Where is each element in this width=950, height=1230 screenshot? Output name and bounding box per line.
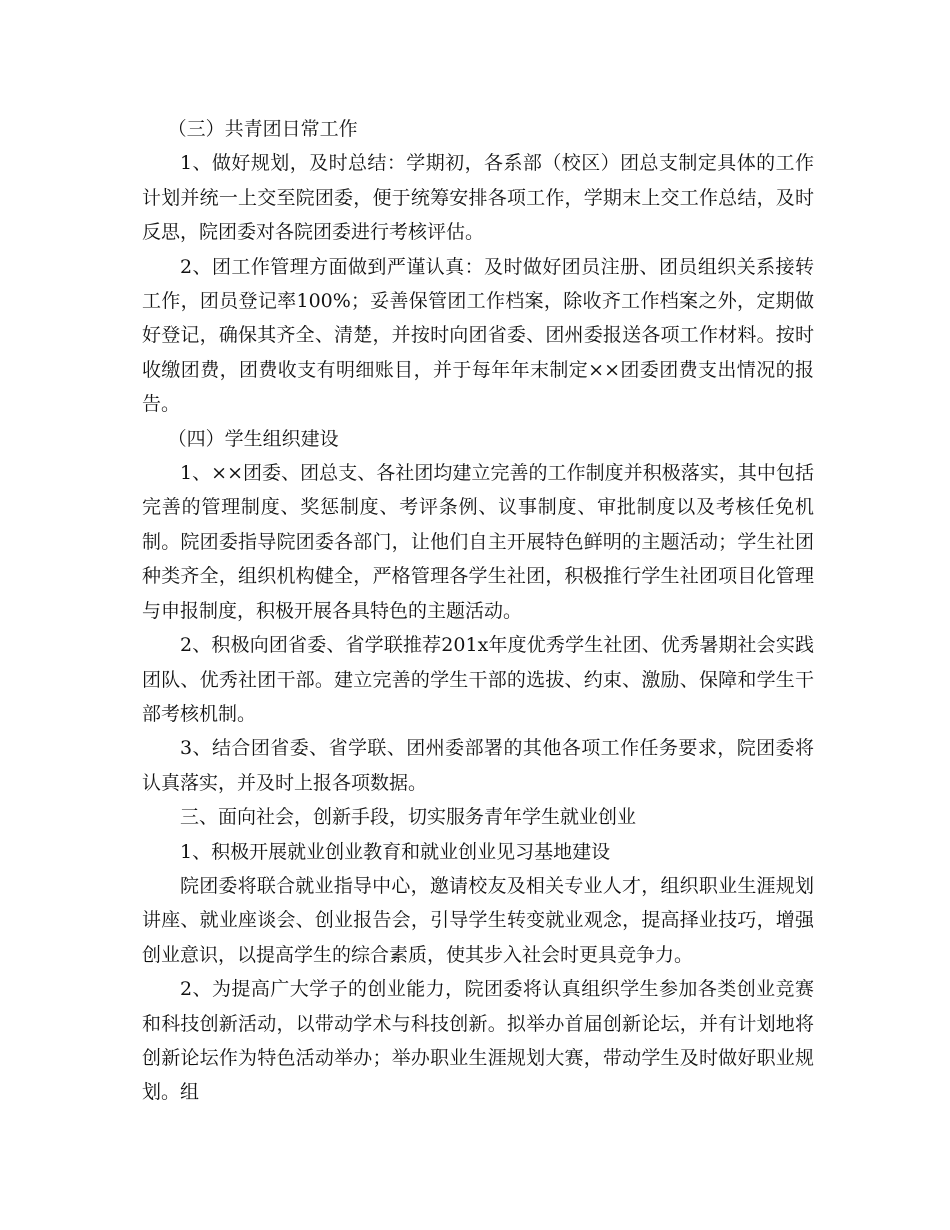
section-heading-employment: 三、面向社会，创新手段，切实服务青年学生就业创业 [180, 806, 637, 829]
paragraph-career-guidance: 院团委将联合就业指导中心，邀请校友及相关专业人才，组织职业生涯规划讲座、就业座谈会、创业报告会，引导学生转变就业观念，提高择业技巧，增强创业意识，以提高学生的综合素质，使其步入社会时更具竞争力。 [142, 874, 814, 966]
paragraph-planning: 1、做好规划，及时总结：学期初，各系部（校区）团总支制定具体的工作计划并统一上交至院团委，便于统筹安排各项工作，学期末上交工作总结，及时反思，院团委对各院团委进行考核评估。 [142, 152, 814, 244]
paragraph-management: 2、团工作管理方面做到严谨认真：及时做好团员注册、团员组织关系接转工作，团员登记率100%；妥善保管团工作档案，除收齐工作档案之外，定期做好登记，确保其齐全、清楚，并按时向团省委、团州委报送各项工作材料。按时收缴团费，团费收支有明细账目，并于每年年末制定××团委团费支出情况的报告。 [142, 255, 814, 416]
paragraph-recommendation: 2、积极向团省委、省学联推荐201x年度优秀学生社团、优秀暑期社会实践团队、优秀社团干部。建立完善的学生干部的选拔、约束、激励、保障和学生干部考核机制。 [142, 634, 814, 725]
section-heading-4: （四）学生组织建设 [167, 427, 339, 450]
paragraph-organization: 1、××团委、团总支、各社团均建立完善的工作制度并积极落实，其中包括完善的管理制度、奖惩制度、考评条例、议事制度、审批制度以及考核任免机制。院团委指导院团委各部门，让他们自主开展特色鲜明的主题活动；学生社团种类齐全，组织机构健全，严格管理各学生社团，积极推行学生社团项目化管理与申报制度，积极开展各具特色的主题活动。 [142, 462, 814, 622]
paragraph-implementation: 3、结合团省委、省学联、团州委部署的其他各项工作任务要求，院团委将认真落实，并及时上报各项数据。 [142, 737, 814, 794]
subheading-employment-education: 1、积极开展就业创业教育和就业创业见习基地建设 [180, 840, 611, 863]
document-body [142, 112, 814, 1110]
section-heading-3: （三）共青团日常工作 [167, 118, 358, 140]
paragraph-innovation: 2、为提高广大学子的创业能力，院团委将认真组织学生参加各类创业竞赛和科技创新活动，以带动学术与科技创新。拟举办首届创新论坛，并有计划地将创新论坛作为特色活动举办；举办职业生涯规划大赛，带动学生及时做好职业规划。组 [142, 978, 814, 1104]
